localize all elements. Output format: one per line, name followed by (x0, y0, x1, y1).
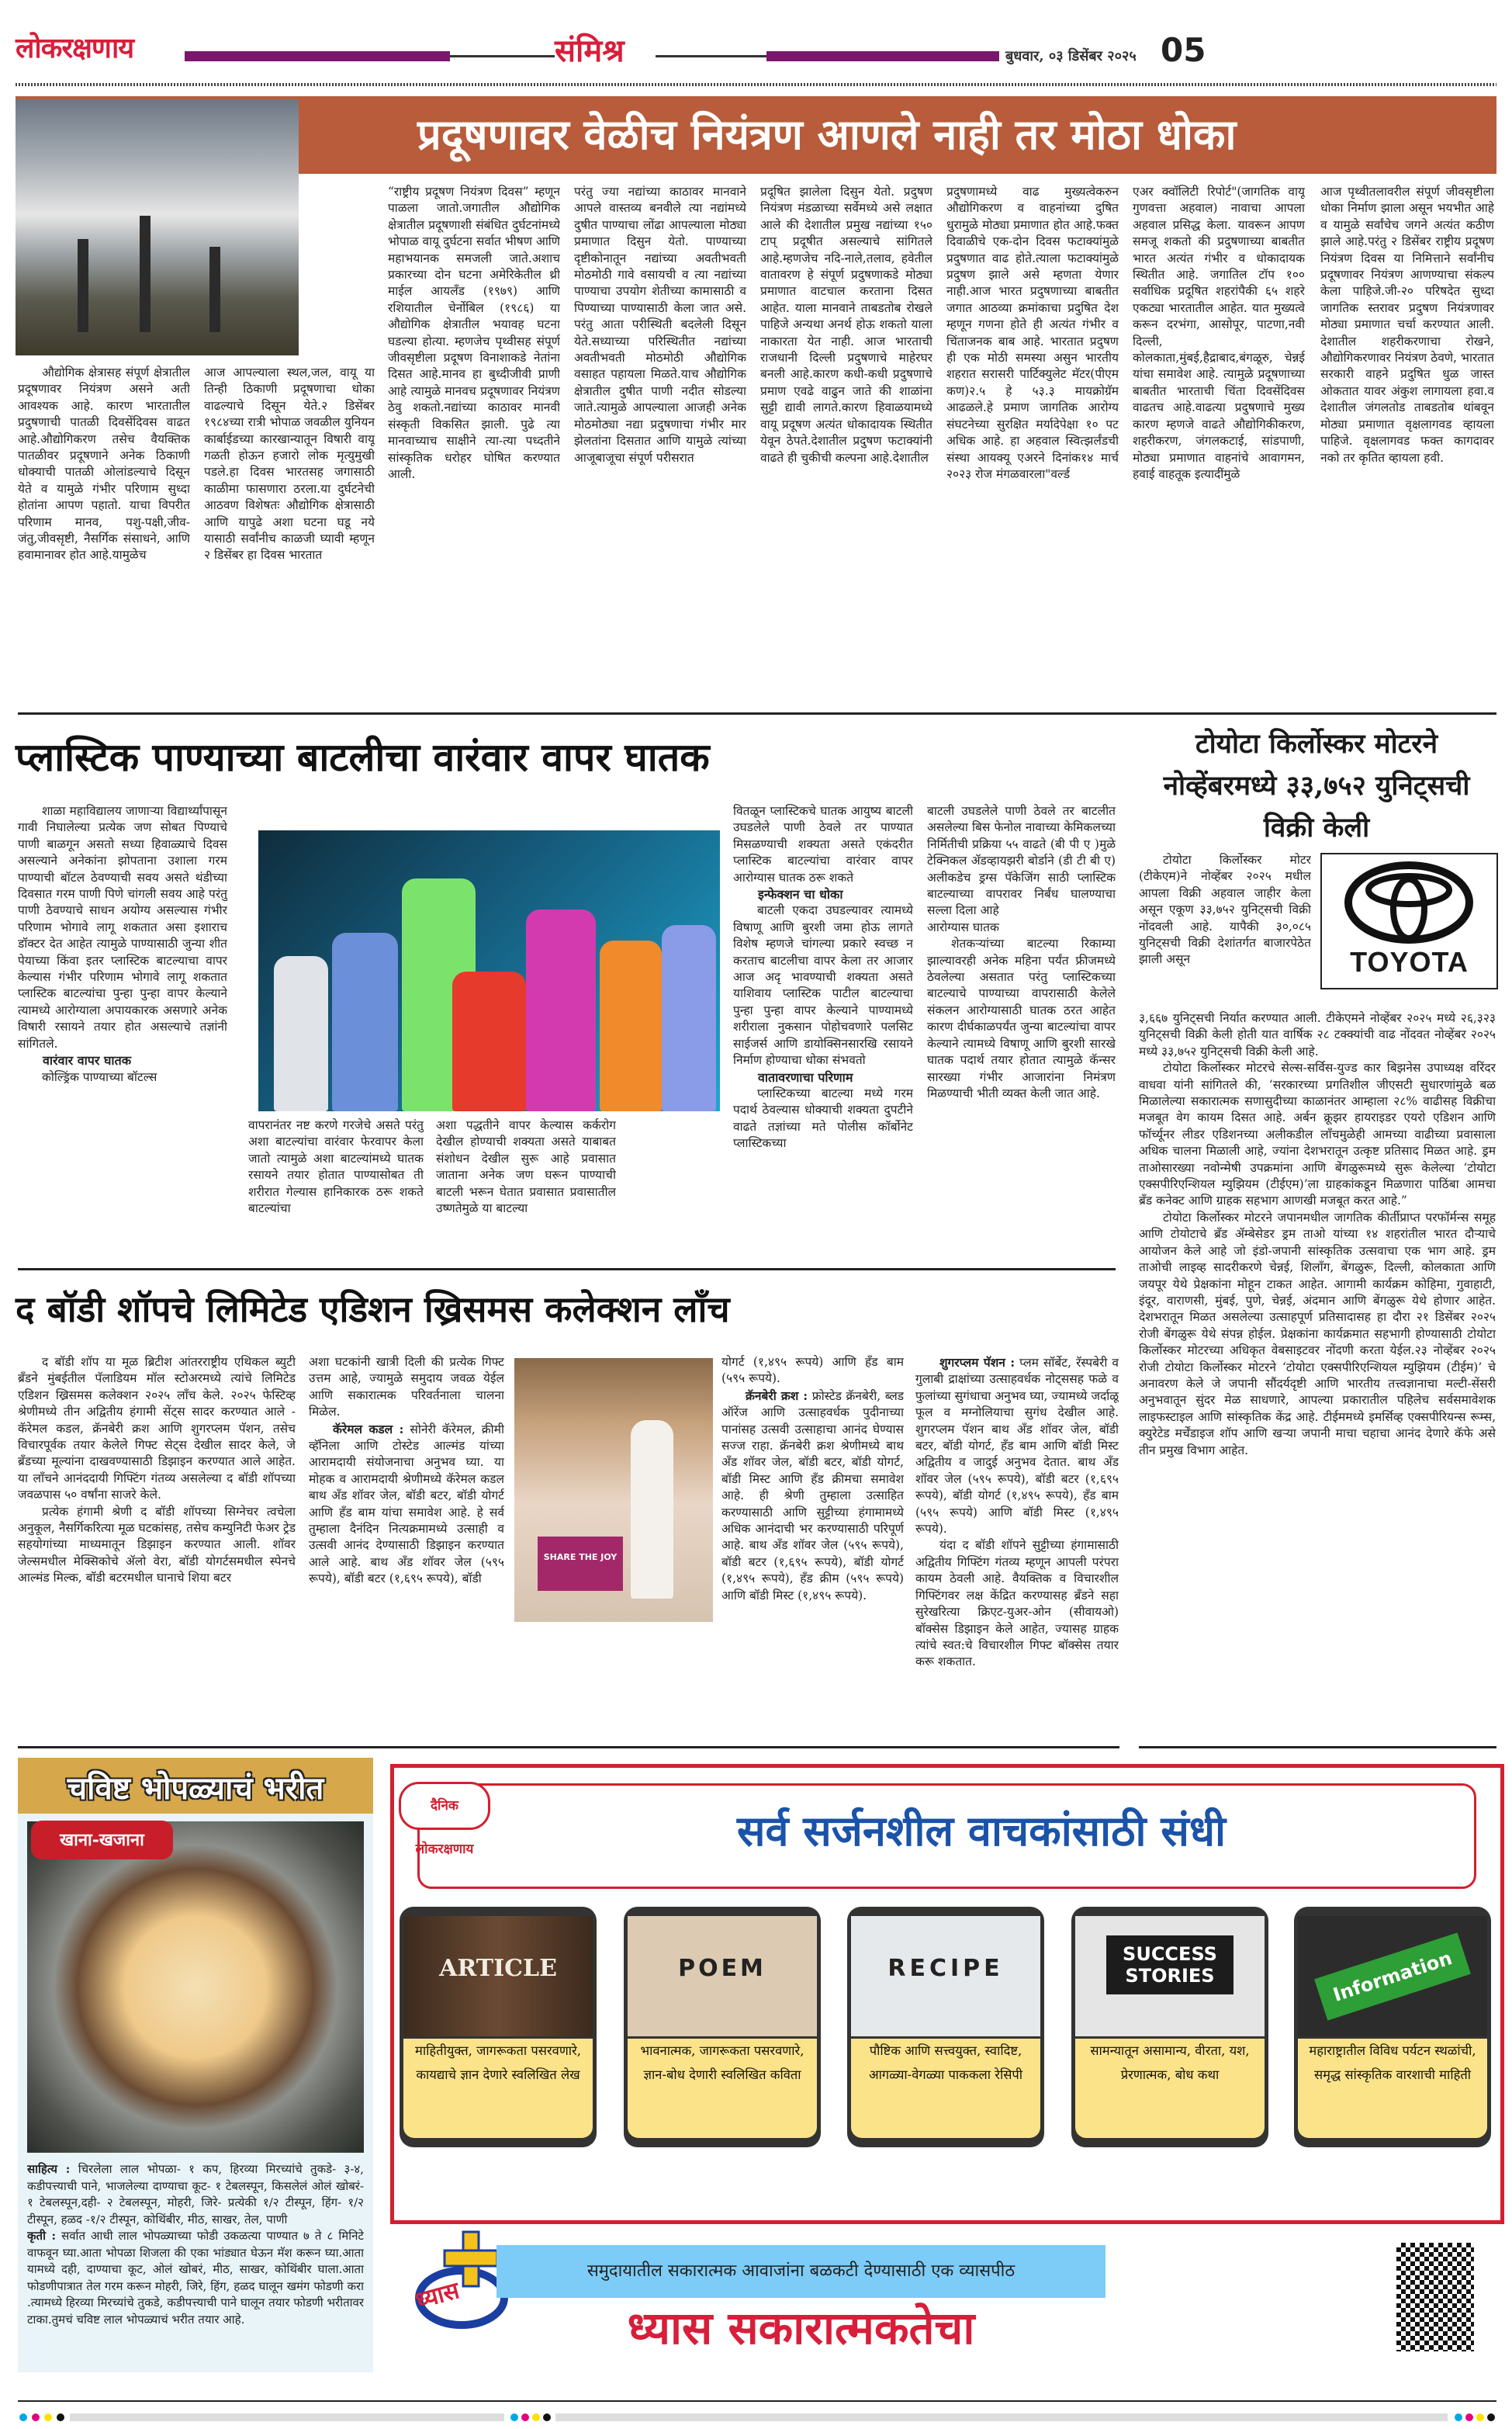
article3-text: टोयोटा किर्लोस्कर मोटर (टीकेएम)ने नोव्हेंबर २०२५ मधील आपला विक्री अहवाल जाहीर केला असून एकूण ३३,७५२ युनिट्सची विक्री नोंदवली आहे. यापैकी ३०,०८५ युनिट्सची विक्री देशांतर्गत बाजारपेठेत झाली असून (1139, 853, 1311, 967)
article4-text: प्रत्येक हंगामी श्रेणी द बॉडी शॉपच्या सिग्नेचर त्वचेला अनुकूल, नैसर्गिकरित्या मूळ घटकांसह, तसेच कम्युनिटी फेअर ट्रेड सहयोगांच्या माध्यमातून डिझाइन करण्यात आली. शॉवर जेल्समधील मेक्सिकोचे ॲलो वेरा, बॉडी योगर्टसमधील स्पेनचे आल्मंड मिल्क, बॉडी बटरमधील घानाचे शिया बटर (18, 1504, 296, 1585)
article4-text: यंदा द बॉडी शॉपने सुट्टीच्या हंगामासाठी अद्वितीय गिफ्टिंग गंतव्य म्हणून आपली परंपरा कायम ठेवली आहे. वैयक्तिक व विचारशील गिफ्टिंगवर लक्ष केंद्रित करण्यासह ब्रँडने सहा सुरेखरित्या क्रिएट-युअर-ओन (सीवायओ) बॉक्सेस डिझाइन केले आहेत, ज्यासह ग्राहक त्यांचे स्वत:चे विचारशील गिफ्ट बॉक्सेस तयार करू शकतात. (915, 1538, 1119, 1669)
footer-color-bar (555, 2413, 1448, 2421)
dhyas-logo (412, 2224, 508, 2333)
ad-card-article[interactable] (400, 1907, 597, 2147)
article4-subheading: शुगरप्लम पॅशन : (939, 1355, 1015, 1370)
header-thin-rule-right (656, 55, 766, 57)
article2-text: शाळा महाविद्यालय जाणाऱ्या विद्यार्थ्यांपासून गावी निघालेल्या प्रत्येक जण सोबत पिण्याचे पाणी बाळगून असतो सध्या हिवाळ्याचे दिवस असल्याने अनेकांना झोपताना उशाला गरम पाण्याची बॉटल ठेवण्याची सवय असते थंडीच्या दिवसात गरम पाणी पिणे चांगली सवय आहे परंतु पाणी ठेवण्याचे साधन अयोग्य असल्यास गंभीर परिणाम भोगावे लागू शकतात असा इशाराच डॉक्टर देत आहेत त्यामुळे पाण्यासाठी जुन्या शीत पेयाच्या किंवा इतर प्लास्टिक बाटल्याचा वापर केल्यास गंभीर परिणाम भोगावे लागू शकतात प्लास्टिक बाटल्यांचा पुन्हा पुन्हा वापर केल्याने त्यामध्ये आरोग्याला अपायकारक असणारे अनेक विषारी रसायने तयार होत असल्याचे तज्ञांनी सांगितले. (18, 804, 227, 1051)
article1-text: “राष्ट्रीय प्रदूषण नियंत्रण दिवस” म्हणून पाळला जातो.जगातील औद्योगिक क्षेत्रातील प्रदूषणाशी संबंधित दुर्घटनांमध्ये भोपाळ वायू दुर्घटना सर्वात भीषण आणि महाभयानक समजली जाते.अशाच प्रकारच्या दोन घटना अमेरिकेतील थ्री माईल आयलॅंड (१९७९) आणि रशियातील चेर्नोबिल (१९८६) या औद्योगिक क्षेत्रातील भयावह घटना घडल्या होत्या. म्हणजेच पृथ्वीसह संपूर्ण जीवसृष्टीला प्रदूषण विनाशाकडे नेतांना दिसत आहे.मानव हा बुध्दीजीवी प्राणी आहे त्यामुळे मानवच प्रदूषणावर नियंत्रण ठेवु शकतो.नद्यांच्या काठावर मानवी संस्कृती विकसित झाली. पुढे त्या मानवाच्याच साक्षीने त्या-त्या पध्दतीने सांस्कृतिक धरोहर घोषित करण्यात आली. (388, 185, 560, 481)
registration-dot-cyan (1455, 2413, 1462, 2421)
ad-card-recipe[interactable] (847, 1907, 1044, 2147)
registration-dot-black (57, 2413, 64, 2421)
toyota-emblem-icon (1322, 854, 1496, 948)
article4-text: प्लम सॉर्बेट, रॅस्पबेरी व गुलाबी द्राक्षांच्या उत्साहवर्धक नोट्ससह फळे व फुलांच्या सुगंधाचा अनुभव घ्या, ज्यामध्ये जर्दाळू फूल व मग्नोलियाचा सुगंध देखील आहे. शुगरप्लम पॅशन बाथ अँड शॉवर जेल, बॉडी बटर, बॉडी योगर्ट, हँड बाम आणि बॉडी मिस्ट अद्वितीय व जादुई अनुभव देतात. बाथ अँड शॉवर जेल (५९५ रूपये), बॉडी बटर (१,६९५ रूपये), बॉडी योगर्ट (१,४९५ रूपये), हँड बाम (५९५ रूपये) आणि बॉडी मिस्ट (१,४९५ रूपये). (915, 1356, 1119, 1537)
section-title: संमिश्र (555, 33, 625, 69)
article2-subheading: वारंवार वापर घातक (43, 1053, 131, 1069)
ingredients-text: चिरलेला लाल भोपळा- १ कप, हिरव्या मिरच्यांचे तुकडे- ३-४, कडीपत्त्याची पाने, भाजलेल्या दाण्याचा कूट- १ टेबलस्पून, किसलेलं ओलं खोबरं- १ टेबलस्पून,दही- २ टेबलस्पून, मोहरी, जिरे- प्रत्येकी १/२ टीस्पून, हिंग- १/२ टीस्पून, हळद -१/२ टीस्पून, कोथिंबीर, मीठ, साखर, तेल, पाणी (27, 2162, 364, 2226)
article2-text: बाटली उघडलेले पाणी ठेवले तर बाटलीत असलेल्या बिस फेनोल नावाच्या केमिकलच्या निर्मितीची प्रक्रिया ५५ वाढते (बी पी ए )मुळे टेक्निकल ॲडव्हायझरी बोर्डाने (डी टी बी ए) अलीकडेच ड्रग्स पॅकेजिंग साठी प्लास्टिक बाटल्याच्या वापरावर निर्बंध घालण्याचा सल्ला दिला आहे (927, 804, 1116, 918)
article1-column (1133, 184, 1305, 710)
ad-card-success-stories[interactable] (1071, 1907, 1268, 2147)
article1-column (946, 184, 1119, 710)
registration-dot-magenta (1465, 2413, 1473, 2421)
article1-column (18, 365, 190, 710)
article1-text: आज पृथ्वीतलावरील संपूर्ण जीवसृष्टीला धोका निर्माण झाला असून भयभीत आहे व यामुळे सर्वांचेच जगने अत्यंत कठीण झाले आहे.परंतु २ डिसेंबर राष्ट्रीय प्रदूषण नियंत्रण दिवस या निमित्ताने सर्वांनीच प्रदूषणावर नियंत्रण आणण्याचा संकल्प केला पाहिजे.जी-२० परिषदेत सुध्दा जागतिक स्तरावर प्रदुषण नियंत्रणावर मोठ्या प्रमाणात चर्चा करण्यात आली. देशातील शहरीकरणाचा रोखने, औद्योगिकरणावर नियंत्रण ठेवणे, भारतात सरकारी वाहने प्रदुषित धुळ जास्त ओकतात यावर अंकुश लागायला हवा.व देशातील जंगलतोड ताबडतोब थांबवून मोठ्या प्रमाणात वृक्षलागवड व्हायला पाहिजे. वृक्षलागवड फक्त कागदावर नको तर कृतित व्हायला हवी. (1320, 185, 1494, 465)
article2-text: बाटली एकदा उघडल्यावर त्यामध्ये विषाणू आणि बुरशी जमा होऊ लागते विशेष म्हणजे चांगल्या प्रकारे स्वच्छ न करताच बाटलीचा वापर केला तर आजार आज अदृ भावण्याची शक्यता असते याशिवाय प्लास्टिक पाटील बाटल्याचा पुन्हा पुन्हा वापर केल्याने पाण्यामध्ये शरीराला नुकसान पोहोचवणारे पलसिट साईजर्स आणि डायोक्सिनसारखि रसायने निर्माण होण्याचा धोका संभवतो (733, 903, 913, 1068)
article1-column (1320, 184, 1494, 710)
registration-dot-yellow (532, 2413, 540, 2421)
article2-subheading: आरोग्यास घातक (927, 920, 999, 934)
card-image-word: Information (1314, 1932, 1471, 2020)
share-the-joy-sign: SHARE THE JOY (538, 1537, 623, 1591)
footer-rule (18, 2400, 1496, 2402)
body-shop-store-photo (514, 1358, 713, 1622)
article1-text: एअर क्वॉलिटी रिपोर्ट"(जागतिक वायू गुणवत्ता अहवाल) नावाचा आपला अहवाल प्रसिद्ध केला. यावरून आपण समजू शकतो की प्रदुषणाच्या बाबतीत भारत अत्यंत गंभीर व धोकादायक स्थितीत आहे. जगातिल टॉप १०० सर्वाधिक प्रदूषित शहरांपैकी ६५ शहरे एकट्या भारतातील आहेत. यात मुख्यत्वे करून दरभंगा, आसोपूर, पाटणा,नवी दिल्ली, कोलकाता,मुंबई,हैद्राबाद,बंगळूरु, चेन्नई यांचा समावेश आहे. त्यामुळे प्रदूषणाच्या बाबतीत भारताची चिंता दिवसेंदिवस वाढतच आहे.वाढत्या प्रदुषणाचे मुख्य कारण म्हणजे वाढते औद्योगिकीकरण, शहरीकरण, जंगलकटाई, सांडपाणी, मोठ्या प्रमाणात वाहनांचे आवागमन, हवाई वाहतूक इत्यादींमुळे (1133, 185, 1305, 481)
bottle-icon (600, 941, 662, 1111)
article2-text: कोल्ड्रिंक पाण्याच्या बॉटल्स (42, 1069, 157, 1084)
header-thin-rule-left (450, 55, 555, 57)
ad-card-information[interactable] (1294, 1907, 1491, 2147)
article2-subheading: वातावरणाचा परिणाम (758, 1069, 853, 1085)
article3-text: टोयोटा किर्लोस्कर मोटरचे सेल्स-सर्विस-युज्ड कार बिझनेस उपाध्यक्ष वरिंदर वाधवा यांनी सांगितले की, ‘सरकारच्या प्रगतिशील जीएसटी सुधारणांमुळे बळ मिळालेल्या सकारात्मक सणासुदीच्या काळानंतर आम्हाला २८% वाढीसह विक्रीचा मजबूत वेग कायम दिसत आहे. अर्बन क्रूझर हायराइडर एयरो एडिशन आणि फॉर्च्यूनर लीडर एडिशनच्या अलीकडील लाँचमुळेही आमच्या वाढीच्या प्रवासाला अधिक चालना मिळाली आहे, ज्यांना देशभरातून उत्कृष्ट प्रतिसाद मिळत आहे. ड्रम ताओसारख्या नवोन्मेषी उपक्रमांना आणि बेंगळुरूमध्ये सुरू केलेल्या ‘टोयोटा एक्सपीरिएन्शियल म्युझियम (टीईएम)’ला ग्राहकांकडून मिळणारा पाठिंबा आमचा ब्रँड कनेक्ट आणि ग्राहक सहभाग आणखी मजबूत करत आहे.” (1139, 1061, 1496, 1208)
khana-khajana-badge: खाना-खजाना (31, 1821, 173, 1859)
article1-column (760, 184, 932, 710)
article4-text: द बॉडी शॉप या मूळ ब्रिटीश आंतरराष्ट्रीय एथिकल ब्युटी ब्रँडने मुंबईतील पॅलाडियम मॉल स्टोअरमध्ये त्यांचे लिमिटेड एडिशन ख्रिसमस कलेक्शन २०२५ लाँच केले. २०२५ फेस्टिव्ह श्रेणीमध्ये तीन अद्वितीय हंगामी सेंट्स सादर करण्यात आले - कॅरेमल कडल, क्रॅनबेरी क्रश आणि शुगरप्लम पॅशन, तसेच विचारपूर्वक तयार केलेले गिफ्ट सेट्स देखील सादर केले, जे ब्रँडच्या मूल्यांना दाखवण्यासाठी डिझाइन करण्यात आले आहेत. या लाँचने आनंददायी गिफ्टिंग गंतव्य असलेल्या द बॉडी शॉपच्या जवळपास ५० वर्षांना साजरे केले. (18, 1355, 296, 1502)
article2-text: अशा पद्धतीने वापर केल्यास कर्करोग देखील होण्याची शक्यता असते याबाबत संशोधन देखील सुरू आहे प्रवासात जाताना अनेक जण घरून पाण्याची बाटली भरून घेतात प्रवासात प्रवासातील उष्णतेमुळे या बाटल्या (436, 1118, 616, 1216)
information-card-image (1298, 1916, 1487, 2036)
article2-column (733, 803, 913, 1253)
recipe-title-bar (18, 1758, 373, 1814)
article1-text: औद्योगिक क्षेत्रासह संपूर्ण क्षेत्रातील प्रदूषणावर नियंत्रण असने अती आवश्यक आहे. कारण भारतातील प्रदुषणाची पातळी दिवसेंदिवस वाढत आहे.औद्योगिकरण तसेच वैयक्तिक पातळीवर प्रदूषणाने अनेक ठिकाणी धोक्याची पातळी ओलांडल्याचे दिसून येते व यामुळे गंभीर परिणाम सुध्दा होतांना आपण पहातो. याचा विपरीत परिणाम मानव, पशु-पक्षी,जीव-जंतु,जीवसृष्टी, नैसर्गिक संसाधने, आणि हवामानावर होत आहे.यामुळेच (18, 366, 190, 563)
dhyas-wordmark: ध्यास (412, 2277, 462, 2315)
article2-text: प्लास्टिकच्या बाटल्या मध्ये गरम पदार्थ ठेवल्यास धोक्याची शक्यता दुपटीने वाढते तज्ञांच्या मते पोलीस कॉर्बोनेट प्लास्टिकच्या (733, 1086, 913, 1151)
card-caption: पौष्टिक आणि सत्त्वयुक्त, स्वादिष्ट, आगळ्या-वेगळ्या पाककला रेसिपी (851, 2039, 1040, 2138)
article2-column (18, 803, 227, 1253)
article3-column (1139, 852, 1311, 1009)
article4-column (309, 1354, 504, 1727)
registration-dot-cyan (19, 2413, 27, 2421)
article3-column (1139, 1010, 1496, 1740)
recipe-title: चविष्ट भोपळ्याचं भरीत (67, 1770, 324, 1807)
success-card-image (1075, 1916, 1265, 2036)
card-image-word: ARTICLE (439, 1955, 557, 1982)
footer-color-bar (70, 2413, 504, 2421)
toyota-logo (1320, 853, 1498, 989)
method-text: सर्वात आधी लाल भोपळ्याच्या फोडी उकळत्या पाण्यात ७ ते ८ मिनिटे वाफवून घ्या.आता भोपळा शिजला की एका भांड्यात घेऊन मॅश करून घ्या.आता यामध्ये दही, दाण्याचा कूट, ओलं खोबरं, मीठ, साखर, कोथिंबीर घाला.आता फोडणीपात्रात तेल गरम करून मोहरी, जिरे, हिंग, हळद घालून खमंग फोडणी करा .त्यामध्ये हिरव्या मिरच्यांचे तुकडे, कडीपत्त्याची पाने घालून तयार फोडणी भरीतावर टाका.तुमचं चविष्ट लाल भोपळ्याचं भरीत तयार आहे. (27, 2229, 364, 2327)
card-image-word: RECIPE (887, 1955, 1004, 1982)
article2-column (248, 1117, 424, 1234)
article2-headline: प्लास्टिक पाण्याच्या बाटलीचा वारंवार वापर घातक (16, 734, 710, 780)
issue-date: बुधवार, ०३ डिसेंबर २०२५ (1005, 48, 1137, 64)
section-divider (18, 1268, 1116, 1270)
page-number: 05 (1161, 31, 1206, 69)
person-figure (631, 1420, 673, 1599)
article1-column (204, 365, 375, 710)
header-rule-left (185, 51, 450, 61)
article3-text: ३,६६७ युनिट्सची निर्यात करण्यात आली. टीकेएमने नोव्हेंबर २०२५ मध्ये २६,३२३ युनिट्सची विक्री केली होती यात वार्षिक २८ टक्क्यांची वाढ नोंदवत नोव्हेंबर २०२५ मध्ये ३३,७५२ युनिट्सची विक्री केली आहे. (1139, 1011, 1496, 1059)
article4-text: अशा घटकांनी खात्री दिली की प्रत्येक गिफ्ट उत्तम आहे, ज्यामुळे समुदाय जवळ येईल आणि सकारात्मक परिवर्तनाला चालना मिळेल. (309, 1355, 504, 1419)
article2-column (436, 1117, 616, 1234)
article4-text: योगर्ट (१,४९५ रूपये) आणि हँड बाम (५९५ रूपये). (721, 1355, 904, 1386)
article1-column (574, 184, 746, 710)
chimney-icon (78, 239, 88, 332)
bottle-icon (274, 956, 328, 1111)
poem-card-image (628, 1916, 817, 2036)
recipe-card-image (851, 1916, 1040, 2036)
qr-code[interactable] (1396, 2243, 1474, 2351)
article4-text: फ्रोस्टेड क्रॅनबेरी, ब्लड ऑरेंज आणि उत्साहवर्धक पुदीनाच्या पानांसह उत्सवी उत्साहाचा आनंद घेण्यास सज्ज राहा. क्रॅनबेरी क्रश श्रेणीमध्ये बाथ अँड शॉवर जेल, बॉडी बटर, बॉडी योगर्ट, बॉडी मिस्ट आणि हँड क्रीमचा समावेश आहे. ही श्रेणी तुम्हाला उत्साहित करण्यासाठी आणि सुट्टीच्या हंगामामध्ये अधिक आनंदाची भर करण्यासाठी परिपूर्ण आहे. बाथ अँड शॉवर जेल (५९५ रूपये), बॉडी बटर (१,६९५ रूपये), बॉडी योगर्ट (१,४९५ रूपये), हँड क्रीम (५९५ रूपये) आणि बॉडी मिस्ट (१,४९५ रूपये). (721, 1388, 904, 1603)
method-label: कृती : (27, 2229, 57, 2243)
pumpkin-bharit-photo (27, 1821, 364, 2153)
dhyas-plus-icon (415, 2224, 508, 2333)
article4-column (915, 1354, 1119, 1727)
article1-text: प्रदूषित झालेला दिसुन येतो. प्रदुषण नियंत्रण मंडळाच्या सर्वेमध्ये असे लक्षात आले की देशातील प्रमुख नद्यांच्या १५० टाप् प्रदूषीत असल्याचे सांगितले आहे.म्हणजेच नदि-नाले,तलाव, हवेतील वातावरण हे संपूर्ण प्रदुषणाकडे मोठ्या प्रमाणात वाटचाल करताना दिसत आहेत. याला मानवाने ताबडतोब रोखले पाहिजे अन्यथा अनर्थ होऊ शकतो याला नाकारता येत नाही. आज भारताची राजधानी दिल्ली प्रदुषणाचे माहेरघर बनली आहे.कारण कधी-कधी प्रदुषणाचे प्रमाण एवढे वाढुन जाते की शाळांना सुट्टी द्यावी लागते.कारण हिवाळयामध्ये वायू प्रदूषण अत्यंत धोकादायक स्थितीत येवून ठेपते.देशातील प्रदुषण फटाक्यांनी वाढते ही चुकीची कल्पना आहे.देशातील (760, 185, 932, 465)
bottle-icon (662, 925, 716, 1111)
registration-dot-cyan (510, 2413, 518, 2421)
masthead: लोकरक्षणाय (16, 32, 134, 64)
article1-text: आज आपल्याला स्थल,जल, वायू या तिन्ही ठिकाणी प्रदूषणाचा धोका वाढल्याचे दिसून येते.२ डिसेंबर १९८४च्या रात्री भोपाळ जवळील युनियन कार्बाईडच्या कारखान्यातून विषारी वायू गळती होऊन हजारो लोक मृत्युमुखी पडले.हा दिवस भारतसह जगासाठी काळीमा फासणारा ठरला.या दुर्घटनेची आठवण विशेषतः औद्योगिक क्षेत्रासाठी आणि यापुढे अशा घटना घडू नये यासाठी सर्वांनीच काळजी घ्यावी म्हणून २ डिसेंबर हा दिवस भारतात (204, 366, 375, 563)
article1-text: प्रदुषणामध्ये वाढ मुख्यत्वेकरुन औद्योगिकरण व वाहनांच्या दुषित धुरामुळे मोठ्या प्रमाणात होत आहे.फक्त दिवाळीचे एक-दोन दिवस फटाक्यांमुळे प्रदुषणात वाढ होते.त्याला फटाक्यांमुळे प्रदुषण झाले असे म्हणता येणार नाही.आज भारत प्रदुषणाच्या बाबतीत जगात आठव्या क्रमांकाचा प्रदुषित देश म्हणून गणना होते ही अत्यंत गंभीर व चिंताजनक बाब आहे. भारतात प्रदुषण ही एक मोठी समस्या असुन भारतीय शहरात सरासरी पार्टिक्युलेट मॅटर(पीएम कण)२.५ हे ५३.३ मायक्रोग्रॅम आढळले.हे प्रमाण जागतिक आरोग्य संघटनेच्या सुरक्षित मर्यादेपेक्षा १० पट अधिक आहे. हा अहवाल स्वित्झर्लंडची संस्था आयक्यू एअरने दिनांक१४ मार्च २०२३ रोज मंगळवारला"वर्ल्ड (946, 185, 1119, 481)
ad-tagline: समुदायातील सकारात्मक आवाजांना बळकटी देण्यासाठी एक व्यासपीठ (497, 2245, 1105, 2298)
article4-text: सोनेरी कॅरेमल, क्रीमी व्हॅनिला आणि टोस्टेड आल्मंड यांच्या आरामदायी संयोजनाचा अनुभव घ्या. या मोहक व आरामदायी श्रेणीमध्ये कॅरेमल कडल बाथ अँड शॉवर जेल, बॉडी बटर, बॉडी योगर्ट आणि हँड बाम यांचा समावेश आहे. हे सर्व तुम्हाला दैनंदिन नित्यक्रमामध्ये उत्साही व उत्सवी आनंद देण्यासाठी डिझाइन करण्यात आले आहे. बाथ अँड शॉवर जेल (५९५ रूपये), बॉडी बटर (१,६९५ रूपये), बॉडी (309, 1422, 504, 1586)
article3-text: टोयोटा किर्लोस्कर मोटरने जपानमधील जागतिक कीर्तीप्राप्त परफॉर्मन्स समूह आणि टोयोटाचे ब्रँड ॲम्बेसेडर ड्रम ताओ यांच्या १४ शहरांतील भारत दौऱ्याचे आयोजन केले आहे जो इंडो-जपानी सांस्कृतिक उत्सवाचा एक भाग आहे. ड्रम ताओची लाइव्ह सादरीकरणे चेन्नई, शिलाँग, बेंगळुरू, दिल्ली, कोलकाता आणि जयपूर येथे प्रेक्षकांना मोहून टाकत आहेत. आगामी कार्यक्रम कोहिमा, गुवाहाटी, इंदूर, वाराणसी, मुंबई, पुणे, चेन्नई, अंदमान आणि बेंगळुरू येथे होणार आहेत. देशभरातून मिळत असलेल्या उत्साहपूर्ण प्रतिसादासह हा दौरा २१ डिसेंबर २०२५ रोजी बेंगळुरू येथे संपन्न होईल. प्रेक्षकांना कार्यक्रमात सहभागी होण्यासाठी टोयोटा किर्लोस्कर मोटरच्या अधिकृत वेबसाइटवर नोंदणी करता येईल.२३ नोव्हेंबर २०२५ रोजी टोयोटा किर्लोस्कर मोटरने ‘टोयोटा एक्सपीरिएन्शियल म्युझियम (टीईम)’ चे अनावरण केले जे जपानी सौंदर्यदृष्टी आणि भारतीय तत्त्वज्ञानाचा मल्टी-सेंसरी अनुभवातून सुंदर मेळ साधणारे, आपल्या प्रकारातील पहिलेच सर्वसमावेशक लाइफस्टाइल आणि सांस्कृतिक केंद्र आहे. टीईममध्ये इमर्सिव्ह एक्सपीरियन्स रूम्स, क्युरेटेड मर्चेंडाइज शॉप आणि खऱ्या जपानी माचा चहाचा आनंद देणारे कॅफे असे तीन प्रमुख विभाग आहेत. (1139, 1210, 1496, 1457)
ad-newspaper-logo: दैनिक लोकरक्षणाय (399, 1782, 490, 1830)
article4-subheading: क्रॅनबेरी क्रश : (746, 1388, 808, 1403)
registration-dot-yellow (44, 2413, 52, 2421)
article2-text: वितळून प्लास्टिकचे घातक आयुष्य बाटली उघडलेले पाणी ठेवले तर पाण्यात मिसळण्याची शक्यता असते एकंदरीत प्लास्टिक बाटल्यांचा वारंवार वापर आरोग्यास घातक ठरू शकते (733, 804, 913, 885)
card-image-word: SUCCESS STORIES (1106, 1935, 1233, 1994)
card-caption: सामन्यातून असामान्य, वीरता, यश, प्रेरणात्मक, बोध कथा (1075, 2039, 1265, 2138)
recipe-text (27, 2161, 364, 2367)
article1-headline: प्रदूषणावर वेळीच नियंत्रण आणले नाही तर मोठा धोका (417, 109, 1237, 159)
card-caption: महाराष्ट्रातील विविध पर्यटन स्थळांची, समृद्ध सांस्कृतिक वारशाची माहिती (1298, 2039, 1487, 2138)
chimney-icon (209, 247, 220, 332)
ad-headline: सर्व सर्जनशील वाचकांसाठी संधी (736, 1806, 1227, 1856)
header-rule-right (766, 51, 999, 61)
section-divider (18, 1746, 1119, 1748)
bottle-icon (526, 910, 596, 1111)
chimney-icon (140, 216, 151, 332)
ad-card-poem[interactable] (624, 1907, 821, 2147)
toyota-wordmark: TOYOTA (1350, 946, 1469, 978)
registration-dot-black (543, 2413, 551, 2421)
article2-subheading: इन्फेक्शन चा धोका (758, 887, 843, 903)
article1-column (388, 184, 560, 710)
factory-smoke-photo (16, 99, 299, 355)
article3-headline: टोयोटा किर्लोस्कर मोटरने नोव्हेंबरमध्ये ३३,७५२ युनिट्सची विक्री केली (1163, 728, 1470, 844)
plastic-bottles-photo (258, 830, 720, 1111)
article1-text: परंतु ज्या नद्यांच्या काठावर मानवाने आपले वास्तव्य बनवीले त्या नद्यांमध्ये दुषीत पाण्याचा लोंढा आपल्याला मोठ्या प्रमाणात दिसुन येतो. पाण्याच्या दृष्टीकोनातून नद्यांच्या अवतीभवती मोठमोठी गावे वसायची व त्या नद्यांच्या पाण्याचा उपयोग शेतीच्या कामासाठी व पिण्याच्या पाण्यासाठी केला जात असे. परंतु आता परीस्थिती बदलेली दिसून येते.सध्याच्या परिस्थितीत नद्यांच्या अवतीभवती मोठमोठी औद्योगिक वसाहत पहायला मिळते.याच औद्योगिक क्षेत्रातील दुषीत पाणी नदीत सोडल्या जाते.त्यामुळे आपल्याला आजही अनेक मोठमोठ्या नद्या प्रदुषणाचा गंभीर मार झेलतांना दिसतात आणि यामुळे त्यांच्या आजूबाजूचा संपूर्ण परीसरात (574, 185, 746, 465)
registration-dot-black (1487, 2413, 1495, 2421)
card-image-word: POEM (678, 1955, 766, 1982)
registration-dot-magenta (521, 2413, 529, 2421)
card-caption: भावनात्मक, जागरूकता पसरवणारे, ज्ञान-बोध देणारी स्वलिखित कविता (628, 2039, 817, 2138)
registration-dot-magenta (32, 2413, 40, 2421)
registration-dot-yellow (1476, 2413, 1484, 2421)
section-divider (18, 712, 1496, 715)
bottle-icon (452, 972, 526, 1111)
bottle-icon (332, 933, 398, 1111)
card-caption: माहितीयुक्त, जागरूकता पसरवणारे, कायद्याचे ज्ञान देणारे स्वलिखित लेख (403, 2039, 593, 2138)
ingredients-label: साहित्य : (27, 2162, 71, 2176)
article2-text: वापरानंतर नष्ट करणे गरजेचे असते परंतु अशा बाटल्यांचा वारंवार फेरवापर केला जातो त्यामुळे अशा बाटल्यांमध्ये घातक रसायने तयार होतात पाण्यासोबत ती शरीरात गेल्यास हानिकारक ठरू शकते बाटल्यांचा (248, 1118, 424, 1216)
ad-slogan: ध्यास सकारात्मकतेचा (627, 2302, 975, 2355)
article4-headline: द बॉडी शॉपचे लिमिटेड एडिशन ख्रिसमस कलेक्शन लाँच (16, 1288, 730, 1330)
section-divider (1139, 1746, 1496, 1748)
article4-column (721, 1354, 904, 1727)
article2-column (927, 803, 1116, 1253)
article-card-image (403, 1916, 593, 2036)
article2-text: शेतकऱ्यांच्या बाटल्या रिकाम्या झाल्यावरही अनेक महिना पर्यंत फ्रीजमध्ये ठेवलेल्या असतात परंतु प्लास्टिकच्या बाटल्याचे पाण्याच्या वापरासाठी केलेले संकलन आरोग्यासाठी घातक ठरत आहेत कारण दीर्घकाळपर्यंत जुन्या बाटल्यांचा वापर केल्याने त्यामध्ये विषाणू आणि बुरशी सारखे घातक पदार्थ तयार होतात त्यामुळे कॅन्सर सारख्या गंभीर आजारांना निमंत्रण मिळण्याची भीती व्यक्त केली जात आहे. (927, 937, 1116, 1100)
article4-subheading: कॅरेमल कडल : (333, 1421, 404, 1436)
header-dotted-rule (16, 83, 1496, 86)
article4-column (18, 1354, 296, 1727)
